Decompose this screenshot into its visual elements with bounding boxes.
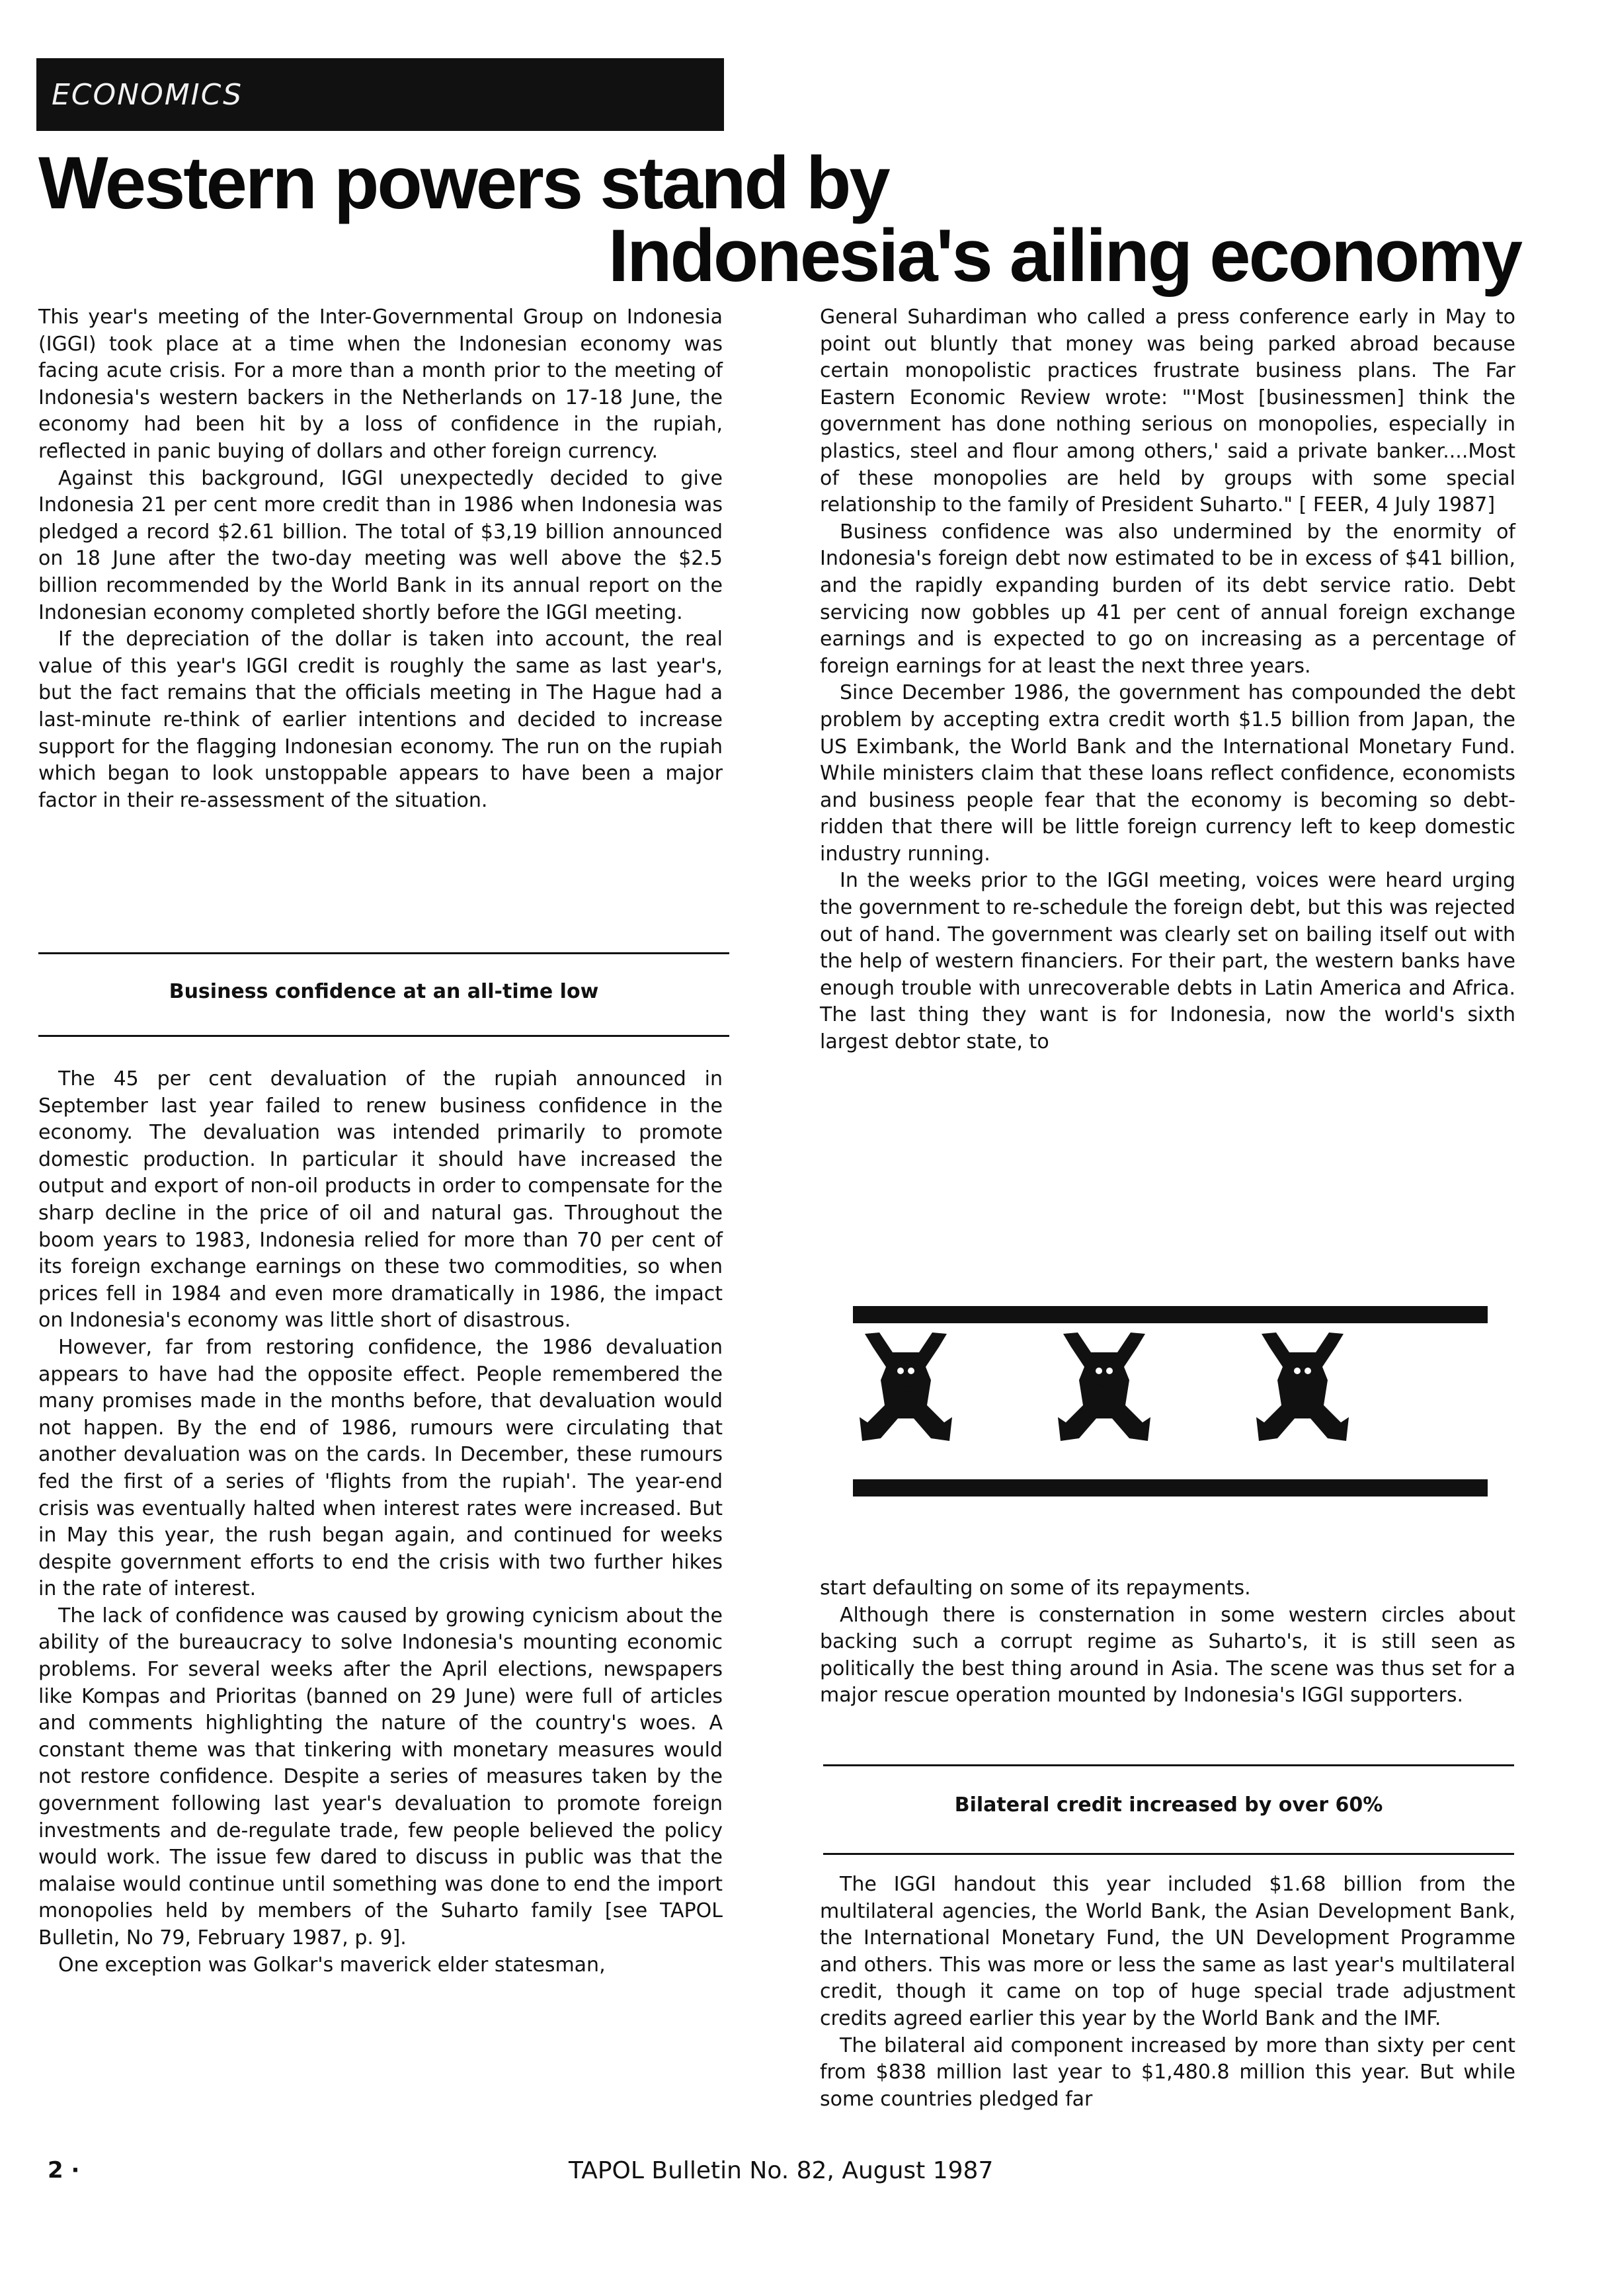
paragraph: The IGGI handout this year included $1.68 billion from the multilateral agencies, the World Bank, the Asian Development Bank, the International Monetary Fund, the UN Development Programme and others. This was more or less the same as last year's multilateral credit, though it came on top of huge special trade adjustment credits agreed earlier this year by the World Bank and the IMF.	[820, 1873, 1515, 2030]
left-intro	[38, 304, 723, 814]
paragraph: In the weeks prior to the IGGI meeting, voices were heard urging the government to re-schedule the foreign debt, but this was rejected out of hand. The government was clearly set on bailing itself out with the help of western financiers. For their part, the western banks have enough trouble with unrecoverable debts in Latin America and Africa. The last thing they want is for Indonesia, now the world's sixth largest debtor state, to	[820, 869, 1515, 1054]
paragraph: Although there is consternation in some western circles about backing such a corrupt regime as Suharto's, it is still seen as politically the best thing around in Asia. The scene was thus set for a major rescue operation mounted by Indonesia's IGGI supporters.	[820, 1603, 1515, 1707]
motif-bottom-band	[853, 1479, 1488, 1496]
page-number: 2 ·	[48, 2157, 80, 2184]
paragraph: Business confidence was also undermined by the enormity of Indonesia's foreign debt now estimated to be in excess of $41 billion, and the rapidly expanding burden of its debt service ratio. Debt servicing now gobbles up 41 per cent of annual foreign exchange earnings and is expected to go on increasing as a percentage of foreign earnings for at least the next three years.	[820, 520, 1515, 678]
paragraph: Since December 1986, the government has compounded the debt problem by accepting extra credit worth $1.5 billion from Japan, the US Eximbank, the World Bank and the International Monetary Fund. While ministers claim that these loans reflect confidence, economists and business people fear that the economy is becoming so debt-ridden that there will be little foreign currency left to keep domestic industry running.	[820, 681, 1515, 866]
divider	[823, 1853, 1514, 1855]
right-top	[820, 304, 1515, 1056]
divider	[38, 1035, 729, 1037]
subheading-business-confidence: Business confidence at an all-time low	[169, 980, 599, 1003]
subheading-bilateral-credit: Bilateral credit increased by over 60%	[954, 1793, 1383, 1817]
motif-top-band	[853, 1306, 1488, 1323]
paragraph: One exception was Golkar's maverick elder statesman,	[58, 1953, 606, 1977]
section-label: ECONOMICS	[52, 78, 243, 112]
right-bottom	[820, 1871, 1515, 2113]
paragraph: Against this background, IGGI unexpectedly decided to give Indonesia 21 per cent more credit than in 1986 when Indonesia was pledged a record $2.61 billion. The total of $3,19 billion announced on 18 June after the two-day meeting was well above the $2.5 billion recommended by the World Bank in its annual report on the Indonesian economy completed shortly before the IGGI meeting.	[38, 466, 723, 624]
headline-line-2: Indonesia's ailing economy	[608, 214, 1521, 297]
paragraph: General Suhardiman who called a press conference early in May to point out bluntly that money was being parked abroad because certain monopolistic practices frustrate business plans. The Far Eastern Economic Review wrote: "'Most [businessmen] think the government has done nothing serious on monopolies, especially in plastics, steel and flour among others,' said a private banker....Most of these monopolies are held by groups with some special relationship to the family of President Suharto." [ FEER, 4 July 1987]	[820, 306, 1515, 517]
paragraph: If the depreciation of the dollar is taken into account, the real value of this year's IGGI credit is roughly the same as last year's, but the fact remains that the officials meeting in The Hague had a last-minute re-think of earlier intentions and decided to increase support for the flagging Indonesian economy. The run on the rupiah which began to look unstoppable appears to have been a major factor in their re-assessment of the situation.	[38, 628, 723, 812]
paragraph: The 45 per cent devaluation of the rupiah announced in September last year failed to renew business confidence in the economy. The devaluation was intended primarily to promote domestic production. In particular it should have increased the output and export of non-oil products in order to compensate for the sharp decline in the price of oil and natural gas. Throughout the boom years to 1983, Indonesia relied for more than 70 per cent of its foreign exchange earnings on these two commodities, so when prices fell in 1984 and even more dramatically in 1986, the impact on Indonesia's economy was little short of disastrous.	[38, 1067, 723, 1332]
paragraph: However, far from restoring confidence, the 1986 devaluation appears to have had the opposite effect. People remembered the many promises made in the months before, that devaluation would not happen. By the end of 1986, rumours were circulating that another devaluation was on the cards. In December, these rumours fed the first of a series of 'flights from the rupiah'. The year-end crisis was eventually halted when interest rates were increased. But in May this year, the rush began again, and continued for weeks despite government efforts to end the crisis with two further hikes in the rate of interest.	[38, 1335, 723, 1601]
right-middle	[820, 1575, 1515, 1709]
decorative-figures-motif	[853, 1306, 1488, 1498]
paragraph: The lack of confidence was caused by growing cynicism about the ability of the bureaucracy to solve Indonesia's mounting economic problems. For several weeks after the April elections, newspapers like Kompas and Prioritas (banned on 29 June) were full of articles and comments highlighting the nature of the country's woes. A constant theme was that tinkering with monetary measures would not restore confidence. Despite a series of measures taken by the government following last year's devaluation to promote foreign investments and de-regulate trade, few people believed the policy would work. The issue few dared to discuss in public was that the malaise would continue until something was done to end the import monopolies held by members of the Suharto family [see TAPOL Bulletin, No 79, February 1987, p. 9].	[38, 1604, 723, 1949]
divider	[823, 1764, 1514, 1766]
paragraph: The bilateral aid component increased by more than sixty per cent from $838 million last year to $1,480.8 million this year. But while some countries pledged far	[820, 2033, 1515, 2111]
paragraph: This year's meeting of the Inter-Governmental Group on Indonesia (IGGI) took place at a time when the Indonesian economy was facing acute crisis. For a more than a month prior to the meeting of Indonesia's western backers in the Netherlands on 17-18 June, the economy had been hit by a loss of confidence in the rupiah, reflected in panic buying of dollars and other foreign currency.	[38, 306, 723, 463]
left-body	[38, 1066, 723, 1979]
paragraph: start defaulting on some of its repayments.	[820, 1577, 1251, 1600]
motif-figure	[860, 1332, 952, 1441]
divider	[38, 952, 729, 954]
headline-line-1: Western powers stand by	[38, 142, 889, 224]
publication-footer: TAPOL Bulletin No. 82, August 1987	[569, 2157, 994, 2184]
